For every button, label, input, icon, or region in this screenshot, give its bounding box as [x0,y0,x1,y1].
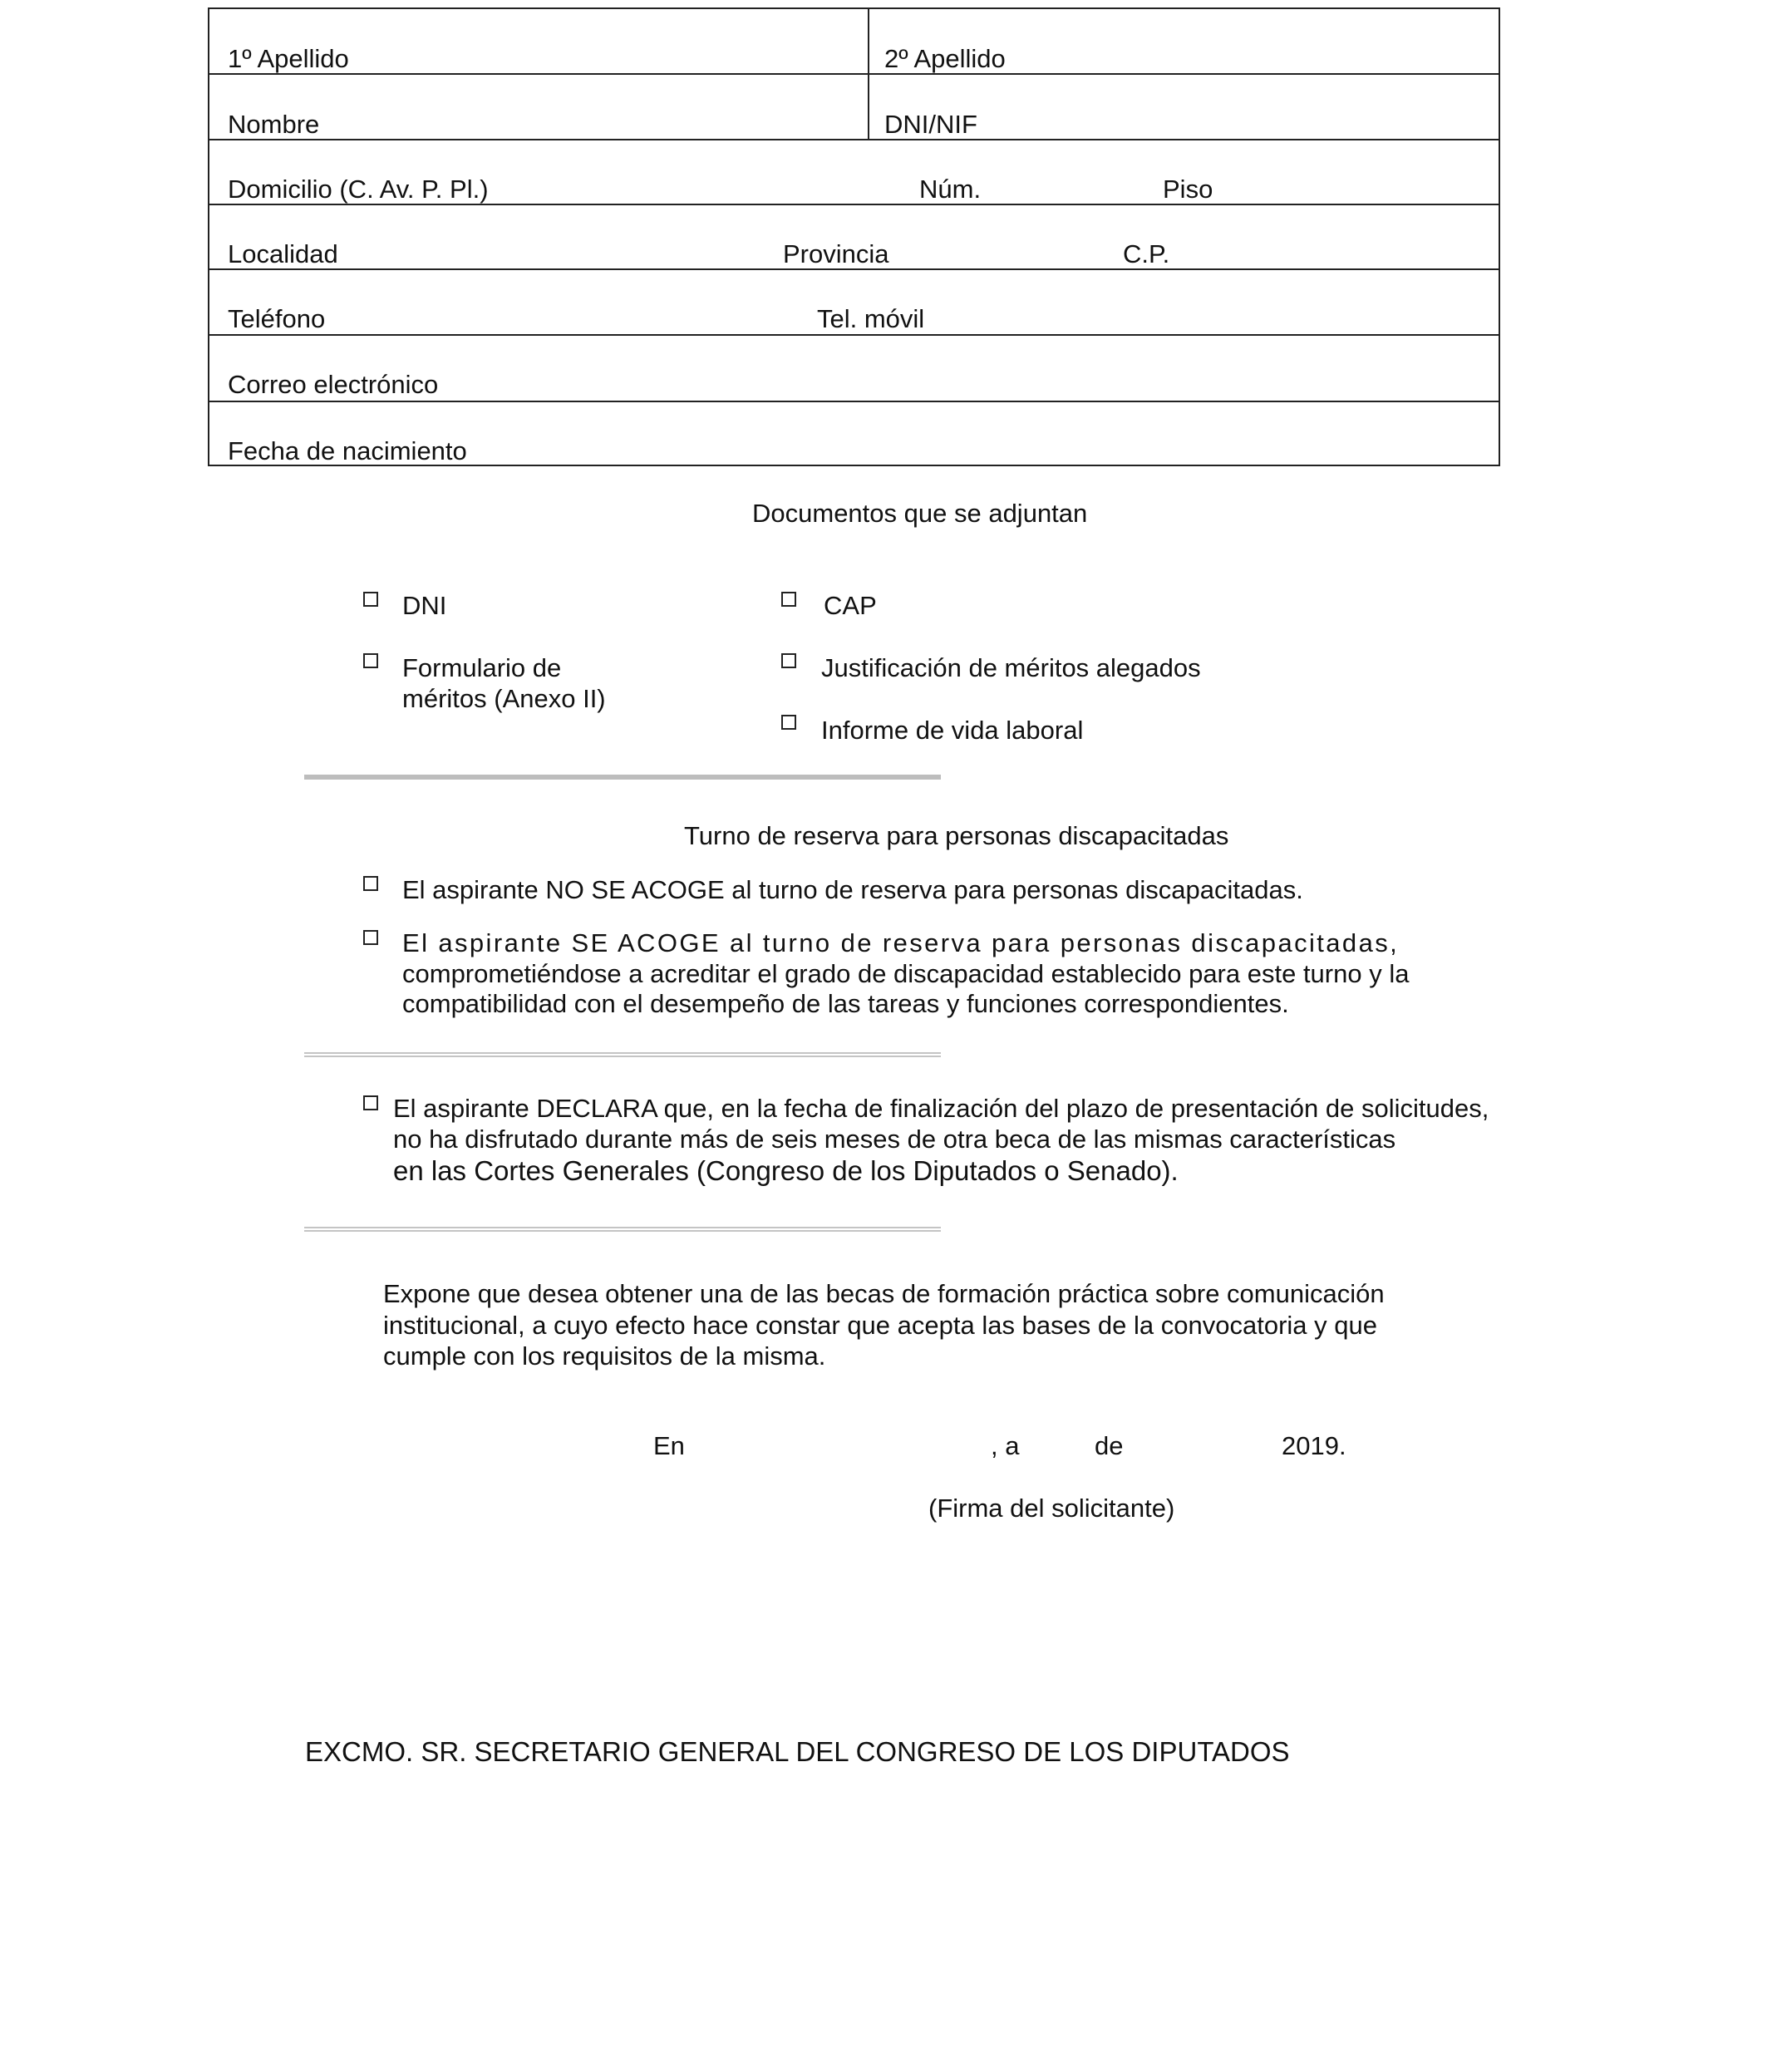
field-label-tel-movil: Tel. móvil [817,304,925,333]
field-label-domicilio: Domicilio (C. Av. P. Pl.) [228,175,489,204]
checkbox-no-se-acoge[interactable] [363,876,378,891]
table-row-divider [209,334,1499,336]
checkbox-informe-vida-laboral[interactable] [781,715,796,730]
checkbox-formulario-meritos[interactable] [363,653,378,668]
signature-place-label: En [653,1431,685,1460]
checkbox-cap[interactable] [781,592,796,607]
personal-data-table [208,7,1500,466]
field-label-localidad: Localidad [228,239,338,268]
table-column-divider [868,9,869,139]
checkbox-label-formulario-line2: méritos (Anexo II) [402,684,606,713]
declaration-line1: El aspirante DECLARA que, en la fecha de finalización del plazo de presentación de solicitudes, [393,1094,1489,1123]
checkbox-justificacion-meritos[interactable] [781,653,796,668]
checkbox-se-acoge[interactable] [363,930,378,945]
field-label-nombre: Nombre [228,110,320,139]
checkbox-declara[interactable] [363,1095,378,1110]
field-label-apellido2: 2º Apellido [884,44,1006,73]
field-label-fecha-nacimiento: Fecha de nacimiento [228,436,467,465]
table-row-divider [209,73,1499,75]
field-label-num: Núm. [919,175,982,204]
expone-line1: Expone que desea obtener una de las becas de formación práctica sobre comunicación [383,1279,1385,1308]
field-label-cp: C.P. [1123,239,1170,268]
checkbox-label-justificacion: Justificación de méritos alegados [821,653,1201,682]
section-separator [304,1227,941,1232]
checkbox-label-cap: CAP [824,591,877,620]
checkbox-label-formulario-line1: Formulario de [402,653,562,682]
expone-line2: institucional, a cuyo efecto hace constar que acepta las bases de la convocatoria y que [383,1311,1377,1340]
addressee: EXCMO. SR. SECRETARIO GENERAL DEL CONGRESO DE LOS DIPUTADOS [305,1736,1290,1767]
field-label-correo: Correo electrónico [228,370,439,399]
table-row-divider [209,139,1499,140]
reserve-option-no: El aspirante NO SE ACOGE al turno de reserva para personas discapacitadas. [402,875,1303,904]
documents-heading: Documentos que se adjuntan [752,499,1088,528]
reserve-heading: Turno de reserva para personas discapacitadas [684,821,1229,850]
signature-day-label: , a [991,1431,1020,1460]
declaration-line3: en las Cortes Generales (Congreso de los Diputados o Senado). [393,1155,1179,1186]
section-separator [304,775,941,780]
section-separator [304,1052,941,1057]
table-row-divider [209,401,1499,402]
checkbox-label-informe: Informe de vida laboral [821,716,1084,745]
checkbox-dni[interactable] [363,592,378,607]
reserve-option-yes-line1: El aspirante SE ACOGE al turno de reserva para personas discapacitadas, [402,928,1400,957]
declaration-line2: no ha disfrutado durante más de seis meses de otra beca de las mismas características [393,1125,1396,1154]
field-label-dni-nif: DNI/NIF [884,110,977,139]
checkbox-label-dni: DNI [402,591,447,620]
reserve-option-yes-line3: compatibilidad con el desempeño de las tareas y funciones correspondientes. [402,989,1289,1018]
signature-month-label: de [1095,1431,1124,1460]
field-label-piso: Piso [1163,175,1213,204]
field-label-apellido1: 1º Apellido [228,44,349,73]
signature-year: 2019. [1282,1431,1346,1460]
field-label-provincia: Provincia [783,239,889,268]
reserve-option-yes-line2: comprometiéndose a acreditar el grado de discapacidad establecido para este turno y la [402,959,1410,988]
field-label-telefono: Teléfono [228,304,326,333]
expone-line3: cumple con los requisitos de la misma. [383,1341,826,1371]
signature-caption: (Firma del solicitante) [928,1494,1175,1523]
